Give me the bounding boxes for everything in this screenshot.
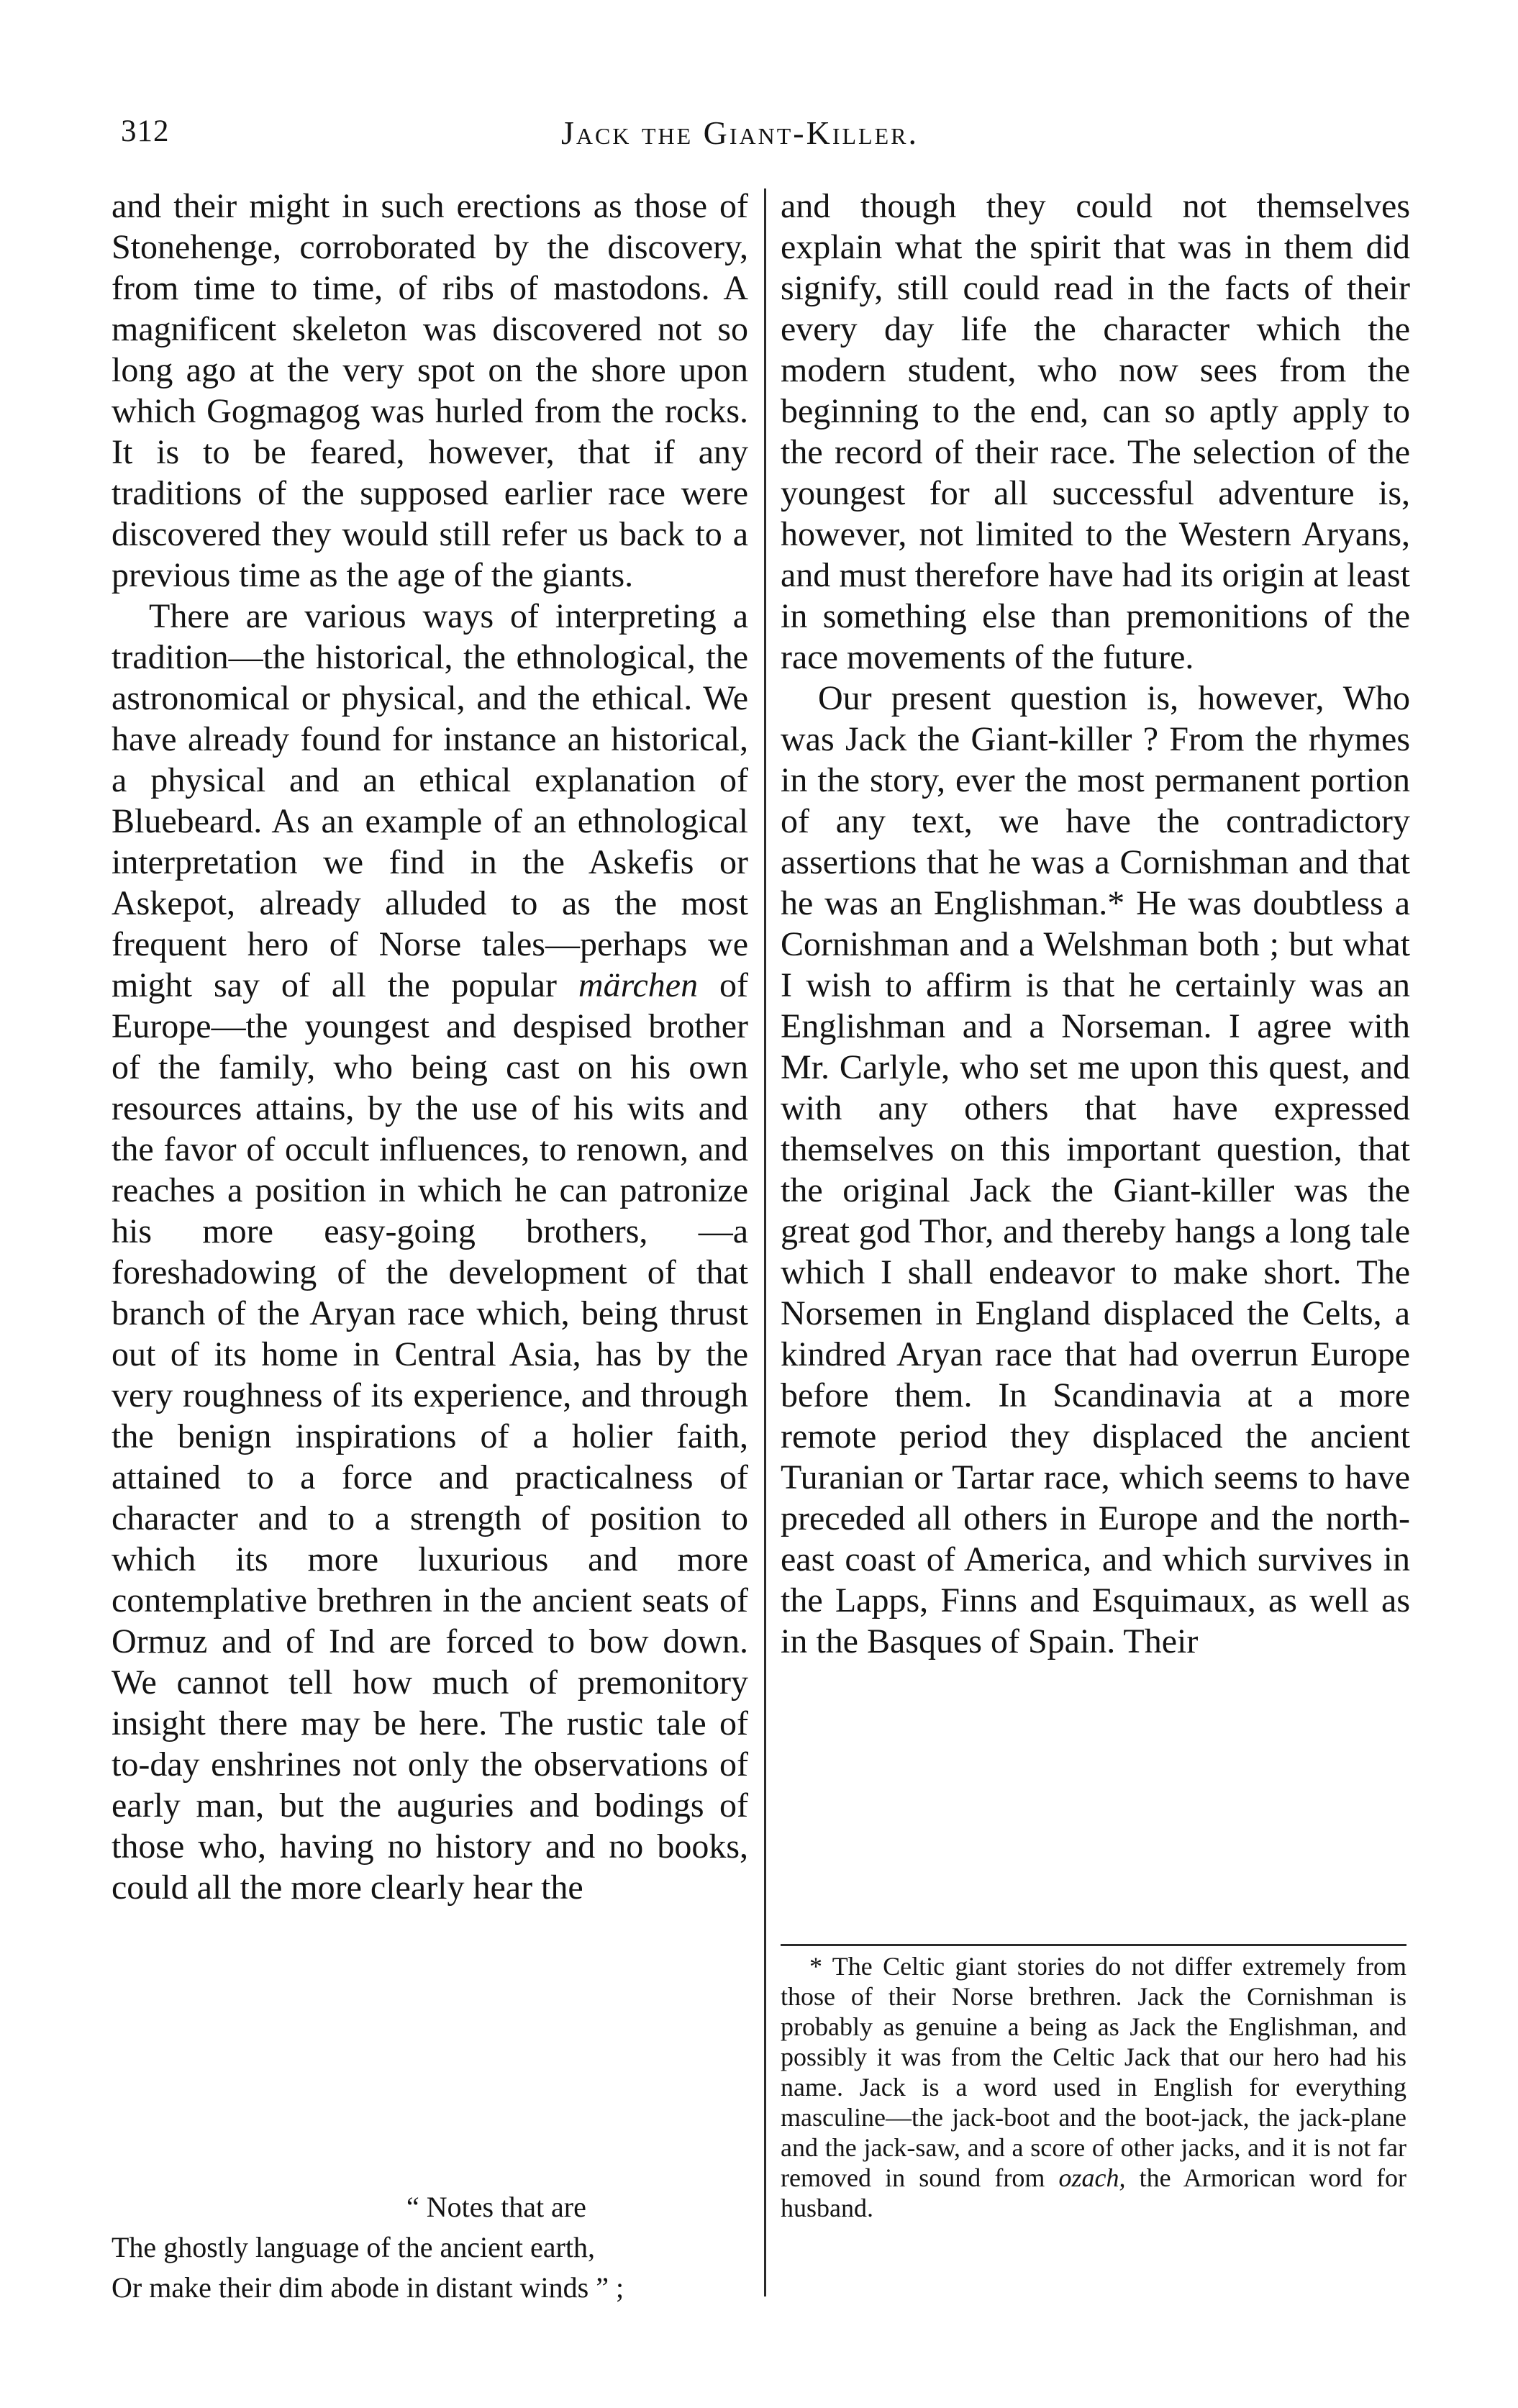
right-paragraph-1: and though they could not themselves explain what the spirit that was in them did signify, still could read in the facts of their every day life the character which the modern student, who now sees from the beginning to the end, can so aptly apply to the record of their race. The selection of the youngest for all successful adventure is, however, not limited to the Western Aryans, and must therefore have had its origin at least in something else than premonitions of the race movements of the future. <box>781 187 1410 676</box>
verse-line-3: Or make their dim abode in distant winds ” ; <box>112 2271 624 2304</box>
left-paragraph-2 <box>112 596 748 1908</box>
left-paragraph-2-part-b: of Europe—the youngest and despised brother of the family, who being cast on his own resources attains, by the use of his wits and the favor of occult influences, to renown, and reaches a position in which he can patronize his more easy-going brothers, —a foreshadowing of the development of that branch of the Aryan race which, being thrust out of its home in Central Asia, has by the very roughness of its experience, and through the benign inspirations of a holier faith, attained to a force and practicalness of character and to a strength of position to which its more luxurious and more contemplative brethren in the ancient seats of Ormuz and of Ind are forced to bow down. We cannot tell how much of premonitory insight there may be here. The rustic tale of to-day enshrines not only the observations of early man, but the auguries and bodings of those who, having no history and no books, could all the more clearly hear the <box>112 966 749 1907</box>
verse-quotation <box>112 2187 759 2308</box>
verse-line-2: The ghostly language of the ancient earth, <box>112 2231 595 2263</box>
footnote <box>781 1951 1406 2223</box>
footnote-part-a: * The Celtic giant stories do not differ extremely from those of their Norse brethren. Jack the Cornishman is probably as genuine a being as Jack the Englishman, and possibly it was from the Celtic Jack that our hero had his name. Jack is a word used in English for everything masculine—the jack-boot and the boot-jack, the jack-plane and the jack-saw, and a score of other jacks, and it is not far removed in sound from <box>781 1952 1406 2192</box>
left-paragraph-1: and their might in such erections as those of Stonehenge, corroborated by the discovery, from time to time, of ribs of mastodons. A magnificent skeleton was discovered not so long ago at the very spot on the shore upon which Gogmagog was hurled from the rocks. It is to be feared, however, that if any traditions of the supposed earlier race were discovered they would still refer us back to a previous time as the age of the giants. <box>112 187 748 594</box>
left-column <box>112 186 748 1908</box>
left-paragraph-2-part-a: There are various ways of interpreting a tradition—the historical, the ethnological, the astronomical or physical, and the ethical. We have already found for instance an historical, a physical and an ethical explanation of Bluebeard. As an example of an ethnological interpretation we find in the Askefis or Askepot, already alluded to as the most frequent hero of Norse tales—perhaps we might say of all the popular <box>112 597 748 1004</box>
marchen-italic: märchen <box>578 966 699 1004</box>
right-column <box>781 186 1410 1662</box>
ozach-italic: ozach, <box>1058 2163 1126 2192</box>
verse-line-1: “ Notes that are <box>406 2191 586 2223</box>
footnote-rule <box>781 1944 1406 1946</box>
column-divider <box>764 188 766 2296</box>
footnote-text <box>781 1951 1406 2223</box>
footnote-part-b: the Armorican word for husband. <box>781 2163 1406 2222</box>
page-number: 312 <box>121 114 170 148</box>
right-paragraph-2: Our present question is, however, Who was Jack the Giant-killer ? From the rhymes in the story, ever the most permanent portion of any text, we have the contradictory assertions that he was a Cornishman and that he was an Englishman.* He was doubtless a Cornishman and a Welshman both ; but what I wish to affirm is that he certainly was an Englishman and a Norseman. I agree with Mr. Carlyle, who set me upon this quest, and with any others that have expressed themselves on this important question, that the original Jack the Giant-killer was the great god Thor, and thereby hangs a long tale which I shall endeavor to make short. The Norsemen in England displaced the Celts, a kindred Aryan race that had overrun Europe before them. In Scandinavia at a more remote period they displaced the ancient Turanian or Tartar race, which seems to have preceded all others in Europe and the north-east coast of America, and which survives in the Lapps, Finns and Esquimaux, as well as in the Basques of Spain. Their <box>781 679 1410 1660</box>
running-title: Jack the Giant-Killer. <box>561 114 919 151</box>
